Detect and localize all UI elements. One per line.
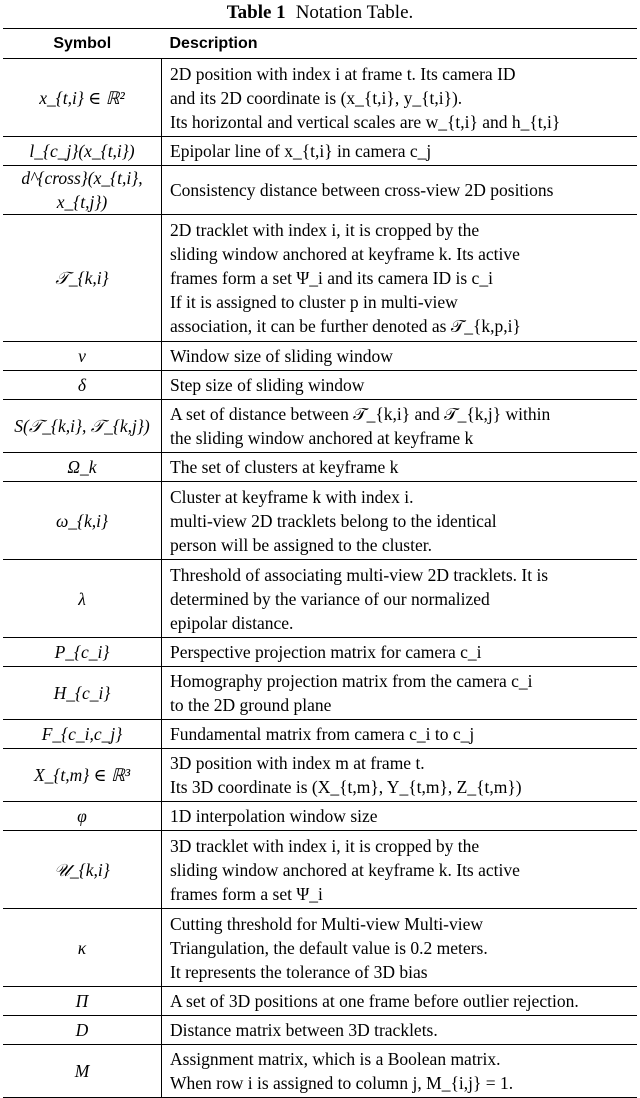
description-line: 3D tracklet with index i, it is cropped by the xyxy=(170,835,480,856)
description-line: The set of clusters at keyframe k xyxy=(170,457,399,477)
table-caption xyxy=(0,0,640,28)
description-cell xyxy=(162,482,638,560)
symbol-cell: Ω_k xyxy=(3,453,162,482)
symbol-cell: ν xyxy=(3,342,162,371)
table-row xyxy=(3,1016,637,1045)
description-cell xyxy=(162,137,638,166)
description-line: A set of distance between 𝒯_{k,i} and 𝒯_{k,j} within xyxy=(170,404,551,424)
description-line: frames form a set Ψ_i and its camera ID is c_i xyxy=(170,268,493,288)
description-cell xyxy=(162,166,638,215)
description-cell xyxy=(162,831,638,909)
description-cell xyxy=(162,453,638,482)
description-line: 1D interpolation window size xyxy=(170,806,378,826)
description-line: person will be assigned to the cluster. xyxy=(170,534,432,555)
description-line: frames form a set Ψ_i xyxy=(170,883,323,904)
symbol-cell: F_{c_i,c_j} xyxy=(3,720,162,749)
description-line: epipolar distance. xyxy=(170,612,294,633)
table-caption-title: Notation Table. xyxy=(295,2,414,23)
description-line: 3D position with index m at frame t. xyxy=(170,753,425,773)
description-cell xyxy=(162,667,638,720)
table-row xyxy=(3,1045,637,1098)
table-header-row xyxy=(3,29,637,59)
header-description: Description xyxy=(169,34,258,52)
description-line: Its horizontal and vertical scales are w_{t,i} and h_{t,i} xyxy=(170,111,561,132)
description-cell xyxy=(162,1045,638,1098)
table-row xyxy=(3,137,637,166)
description-cell xyxy=(162,987,638,1016)
description-line: Triangulation, the default value is 0.2 meters. xyxy=(170,937,488,958)
description-line: Cutting threshold for Multi-view Multi-view xyxy=(170,913,484,934)
symbol-cell: P_{c_i} xyxy=(3,638,162,667)
table-row xyxy=(3,482,637,560)
description-line: 2D tracklet with index i, it is cropped by the xyxy=(170,220,480,240)
table-row xyxy=(3,749,637,802)
description-cell xyxy=(162,400,638,453)
symbol-cell: φ xyxy=(3,802,162,831)
description-line: association, it can be further denoted as 𝒯_{k,p,i} xyxy=(170,316,521,336)
table-row xyxy=(3,560,637,638)
table-row xyxy=(3,215,637,342)
description-cell xyxy=(162,749,638,802)
table-row xyxy=(3,166,637,215)
table-row xyxy=(3,802,637,831)
description-cell xyxy=(162,371,638,400)
table-caption-label: Table 1 xyxy=(226,2,286,23)
description-cell xyxy=(162,638,638,667)
header-symbol: Symbol xyxy=(53,34,112,52)
description-line: Window size of sliding window xyxy=(170,346,393,366)
description-cell xyxy=(162,342,638,371)
symbol-cell: Π xyxy=(3,987,162,1016)
symbol-cell: S(𝒯_{k,i}, 𝒯_{k,j}) xyxy=(3,400,162,453)
table-row xyxy=(3,909,637,987)
description-line: determined by the variance of our normalized xyxy=(170,588,490,609)
description-cell xyxy=(162,560,638,638)
description-line: the sliding window anchored at keyframe k xyxy=(170,428,474,448)
description-line: sliding window anchored at keyframe k. Its active xyxy=(170,244,520,264)
symbol-cell: κ xyxy=(3,909,162,987)
description-line: Assignment matrix, which is a Boolean matrix. xyxy=(170,1049,501,1069)
symbol-cell: 𝒯_{k,i} xyxy=(3,215,162,342)
description-line: Cluster at keyframe k with index i. xyxy=(170,486,414,507)
description-line: 2D position with index i at frame t. Its camera ID xyxy=(170,63,516,84)
description-cell xyxy=(162,802,638,831)
symbol-cell: 𝒰_{k,i} xyxy=(3,831,162,909)
description-cell xyxy=(162,215,638,342)
table-row xyxy=(3,400,637,453)
symbol-cell: x_{t,i} ∈ ℝ² xyxy=(3,59,162,137)
description-line: Homography projection matrix from the camera c_i xyxy=(170,671,533,691)
description-line: Threshold of associating multi-view 2D tracklets. It is xyxy=(170,564,549,585)
table-row xyxy=(3,371,637,400)
table-row xyxy=(3,638,637,667)
description-line: Its 3D coordinate is (X_{t,m}, Y_{t,m}, Z_{t,m}) xyxy=(170,777,522,797)
symbol-cell: d^{cross}(x_{t,i}, x_{t,j}) xyxy=(3,166,162,215)
description-line: Perspective projection matrix for camera c_i xyxy=(170,642,482,662)
description-line: Distance matrix between 3D tracklets. xyxy=(170,1020,438,1040)
table-row xyxy=(3,59,637,137)
symbol-cell: H_{c_i} xyxy=(3,667,162,720)
symbol-cell: ω_{k,i} xyxy=(3,482,162,560)
table-row xyxy=(3,453,637,482)
symbol-cell: D xyxy=(3,1016,162,1045)
notation-table xyxy=(3,28,637,1098)
description-cell xyxy=(162,720,638,749)
symbol-cell: λ xyxy=(3,560,162,638)
description-line: sliding window anchored at keyframe k. Its active xyxy=(170,859,520,880)
table-row xyxy=(3,720,637,749)
description-line: Fundamental matrix from camera c_i to c_j xyxy=(170,724,475,744)
table-row xyxy=(3,987,637,1016)
description-line: When row i is assigned to column j, M_{i,j} = 1. xyxy=(170,1073,514,1093)
description-cell xyxy=(162,1016,638,1045)
description-line: multi-view 2D tracklets belong to the identical xyxy=(170,510,497,531)
description-line: and its 2D coordinate is (x_{t,i}, y_{t,i}). xyxy=(170,87,463,108)
symbol-cell: δ xyxy=(3,371,162,400)
description-cell xyxy=(162,59,638,137)
table-body xyxy=(3,59,637,1098)
symbol-cell: X_{t,m} ∈ ℝ³ xyxy=(3,749,162,802)
description-line: to the 2D ground plane xyxy=(170,695,332,715)
table-row xyxy=(3,667,637,720)
description-line: If it is assigned to cluster p in multi-view xyxy=(170,292,458,312)
table-row xyxy=(3,342,637,371)
description-line: Step size of sliding window xyxy=(170,375,365,395)
description-line: A set of 3D positions at one frame before outlier rejection. xyxy=(170,991,579,1011)
symbol-cell: M xyxy=(3,1045,162,1098)
description-line: Epipolar line of x_{t,i} in camera c_j xyxy=(170,141,432,161)
table-row xyxy=(3,831,637,909)
description-cell xyxy=(162,909,638,987)
description-line: It represents the tolerance of 3D bias xyxy=(170,961,428,982)
description-line: Consistency distance between cross-view 2D positions xyxy=(170,180,554,200)
symbol-cell: l_{c_j}(x_{t,i}) xyxy=(3,137,162,166)
